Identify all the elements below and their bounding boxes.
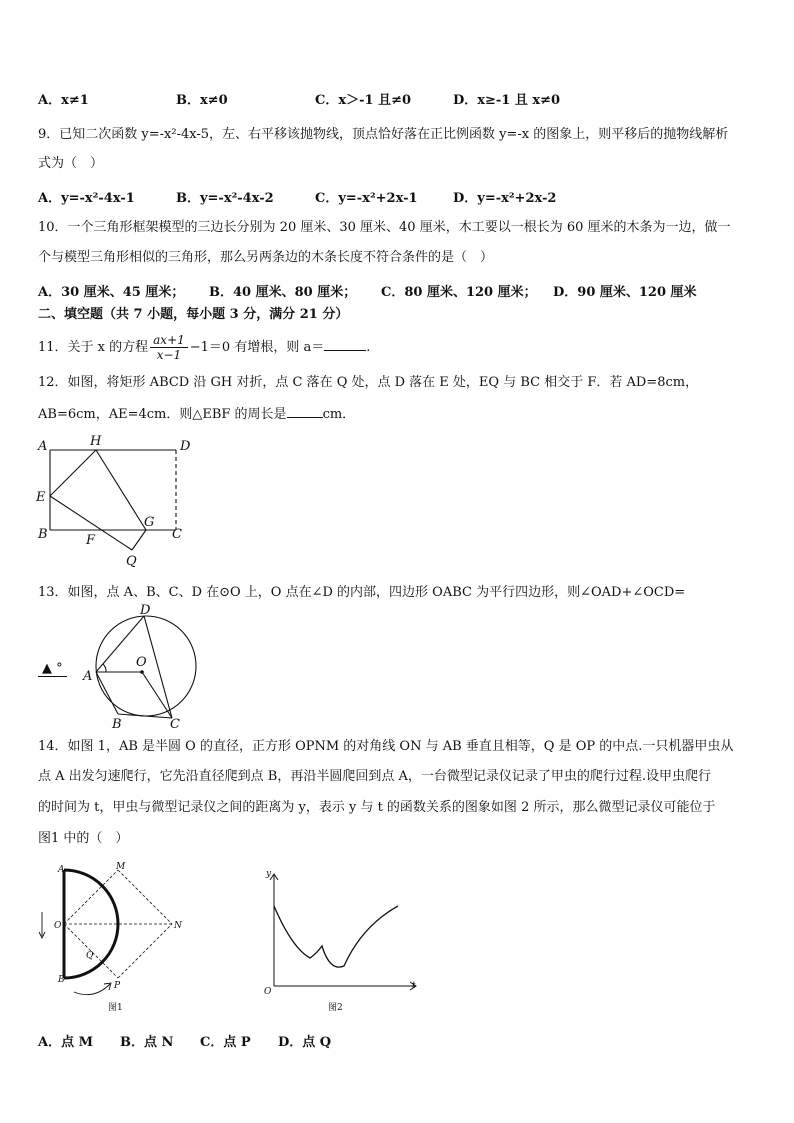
curved-arrow: [74, 984, 110, 995]
center-dot: [140, 670, 144, 674]
label-c: C: [172, 527, 182, 542]
function-curve: [274, 906, 398, 967]
figure1-caption: 图1: [108, 1003, 123, 1013]
q12-stem-line2: [38, 405, 355, 424]
q9-stem-line2: 式为（ ）: [38, 156, 104, 171]
label-a: A: [83, 669, 93, 684]
label-a: A: [58, 865, 65, 875]
section-heading: 二、填空题（共 7 小题，每小题 3 分，满分 21 分）: [38, 307, 349, 322]
label-m: M: [116, 862, 126, 872]
line-ab: [96, 672, 118, 714]
q12-stem-line1: 12．如图，将矩形 ABCD 沿 GH 对折，点 C 落在 Q 处，点 D 落在 E 处，EQ 与 BC 相交于 F．若 AD=8cm，: [38, 375, 699, 390]
label-d: D: [180, 439, 191, 454]
line-pn: [118, 924, 172, 978]
line-he: [50, 450, 96, 496]
angle-arc: [103, 664, 106, 672]
label-q: Q: [126, 554, 137, 569]
q11-stem: [38, 330, 370, 366]
label-q: Q: [86, 951, 94, 961]
q14-option-b: B．点 N: [120, 1035, 174, 1050]
q10-option-a: A．30 厘米、45 厘米；: [38, 285, 185, 300]
q8-option-d: D．x≥-1 且 x≠0: [453, 93, 561, 108]
q14-option-c: C．点 P: [200, 1035, 251, 1050]
line-oc: [142, 672, 172, 718]
label-c: C: [170, 717, 180, 732]
q14-option-a: A．点 M: [38, 1035, 94, 1050]
label-h: H: [90, 434, 102, 449]
label-y: y: [266, 869, 272, 879]
q13-answer-blank[interactable]: ▲ °: [38, 661, 67, 677]
q13-circle-figure: [78, 600, 208, 732]
q12-answer-blank[interactable]: [287, 405, 323, 418]
q9-option-d: D．y=-x²+2x-2: [453, 191, 557, 206]
label-t: t: [412, 981, 416, 991]
q11-answer-blank[interactable]: [324, 338, 366, 351]
label-g: G: [144, 515, 155, 530]
label-o: O: [54, 921, 62, 931]
q13-answer-tail: [38, 660, 67, 678]
q9-option-b: B．y=-x²-4x-2: [176, 191, 274, 206]
q9-option-a: A．y=-x²-4x-1: [38, 191, 135, 206]
label-n: N: [174, 921, 182, 931]
label-o: O: [136, 655, 147, 670]
q8-option-c: C．x＞-1 且≠0: [315, 93, 412, 108]
line-bc: [118, 714, 172, 718]
q10-stem-line2: 个与模型三角形相似的三角形，那么另两条边的木条长度不符合条件的是（ ）: [38, 250, 494, 265]
q14-figure-2: [258, 862, 426, 1020]
q12-rectangle-figure: [34, 432, 194, 572]
q9-stem-line1: 9．已知二次函数 y=-x²-4x-5，左、右平移该抛物线，顶点恰好落在正比例函数 y=-x 的图象上，则平移后的抛物线解析: [38, 127, 729, 142]
q14-stem-line3: 的时间为 t，甲虫与微型记录仪之间的距离为 y，表示 y 与 t 的函数关系的图象如图 2 所示，那么微型记录仪可能位于: [38, 800, 716, 815]
q12-line2-prefix: AB=6cm，AE=4cm．则△EBF 的周长是: [38, 407, 287, 422]
q14-figure-1: [34, 860, 194, 1020]
q8-option-a: A．x≠1: [38, 93, 89, 108]
label-p: P: [114, 981, 121, 991]
label-b: B: [58, 975, 65, 985]
q12-line2-suffix: cm．: [322, 407, 356, 422]
q13-stem-line1: 13．如图，点 A、B、C、D 在⊙O 上，O 点在∠D 的内部，四边形 OABC 为平行四边形，则∠OAD+∠OCD=: [38, 585, 686, 600]
label-d: D: [140, 603, 151, 618]
q10-option-b: B．40 厘米、80 厘米；: [209, 285, 357, 300]
q10-stem-line1: 10．一个三角形框架模型的三边长分别为 20 厘米、30 厘米、40 厘米，木工要以一根长为 60 厘米的木条为一边，做一: [38, 220, 731, 235]
label-f: F: [86, 533, 96, 548]
q14-option-d: D．点 Q: [278, 1035, 332, 1050]
line-mn: [118, 870, 172, 924]
q9-option-c: C．y=-x²+2x-1: [315, 191, 418, 206]
label-a: A: [38, 439, 48, 454]
line-hg: [96, 450, 146, 530]
q14-stem-line4: 图1 中的（ ）: [38, 831, 129, 846]
label-e: E: [36, 490, 46, 505]
line-qg: [132, 530, 146, 550]
q8-option-b: B．x≠0: [176, 93, 228, 108]
label-b: B: [38, 527, 48, 542]
line-dc: [144, 616, 172, 718]
label-b: B: [112, 717, 122, 732]
q11-numerator: ax+1: [150, 333, 188, 348]
q14-stem-line2: 点 A 出发匀速爬行，它先沿直径爬到点 B，再沿半圆爬回到点 A，一台微型记录仪记录了甲虫的爬行过程.设甲虫爬行: [38, 769, 711, 784]
q11-prefix: 11．关于 x 的方程: [38, 340, 149, 355]
q11-fraction: [150, 333, 188, 362]
figure2-caption: 图2: [328, 1003, 343, 1013]
label-origin: O: [264, 987, 272, 997]
q10-option-d: D．90 厘米、120 厘米: [553, 285, 697, 300]
q14-stem-line1: 14．如图 1，AB 是半圆 O 的直径，正方形 OPNM 的对角线 ON 与 AB 垂直且相等，Q 是 OP 的中点.一只机器甲虫从: [38, 739, 734, 754]
q11-suffix: −1＝0 有增根，则 a＝: [189, 340, 325, 355]
q11-denominator: x−1: [156, 348, 182, 362]
q10-option-c: C．80 厘米、120 厘米；: [381, 285, 537, 300]
q11-end: .: [366, 340, 371, 355]
